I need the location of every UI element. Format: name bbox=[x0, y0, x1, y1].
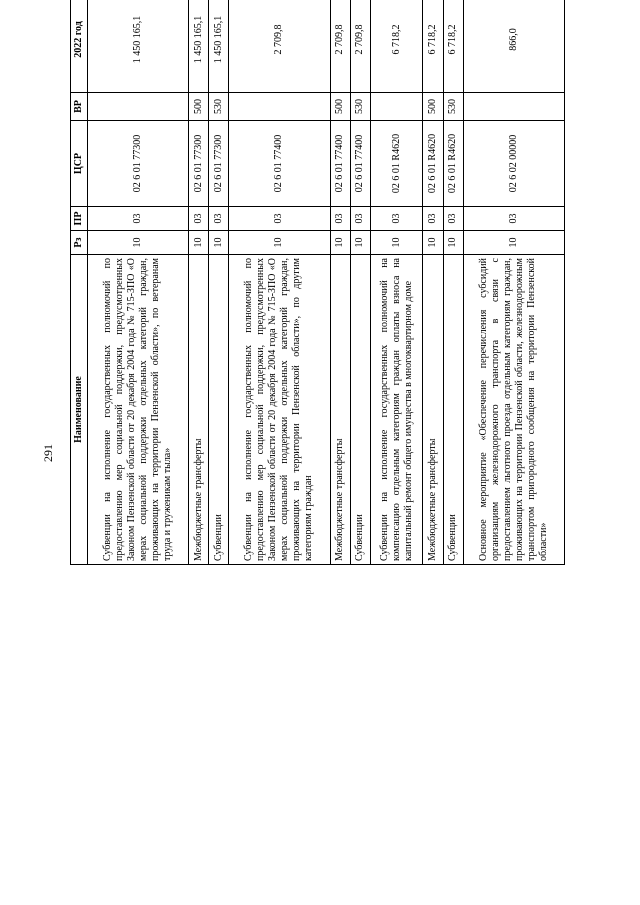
budget-table bbox=[70, 0, 565, 565]
row-csr: 02 6 01 77400 bbox=[229, 121, 330, 207]
table-row bbox=[189, 0, 209, 565]
row-vr: 500 bbox=[330, 93, 350, 121]
row-pr: 03 bbox=[463, 207, 564, 231]
row-name: Субвенции на исполнение государственных полномочий на компенсацию отдельным категориям граждан оплаты взноса на капитальный ремонт общего имущества в многоквартирном доме bbox=[370, 255, 423, 565]
row-rz: 10 bbox=[463, 231, 564, 255]
row-csr: 02 6 01 R4620 bbox=[423, 121, 443, 207]
row-pr: 03 bbox=[443, 207, 463, 231]
table-row bbox=[88, 0, 189, 565]
table-row bbox=[463, 0, 564, 565]
row-vr bbox=[370, 93, 423, 121]
row-name: Субвенции на исполнение государственных полномочий по предоставлению мер социальной поддержки, предусмотренных Законом Пензенской области от 20 декабря 2004 года № 715-ЗПО «О мерах социальной поддержки отдельных категорий граждан, проживающих на территории Пензенской области», по другим категориям граждан bbox=[229, 255, 330, 565]
row-vr: 500 bbox=[423, 93, 443, 121]
row-rz: 10 bbox=[423, 231, 443, 255]
header-2022: 2022 год bbox=[71, 0, 88, 93]
row-pr: 03 bbox=[350, 207, 370, 231]
row-pr: 03 bbox=[370, 207, 423, 231]
row-rz: 10 bbox=[189, 231, 209, 255]
row-csr: 02 6 02 00000 bbox=[463, 121, 564, 207]
header-pr: ПР bbox=[71, 207, 88, 231]
row-vr bbox=[229, 93, 330, 121]
rotated-table-container bbox=[70, 15, 565, 860]
row-vr: 530 bbox=[443, 93, 463, 121]
row-2022: 6 718,2 bbox=[423, 0, 443, 93]
row-2022: 1 450 165,1 bbox=[209, 0, 229, 93]
row-rz: 10 bbox=[88, 231, 189, 255]
row-csr: 02 6 01 77400 bbox=[350, 121, 370, 207]
table-row bbox=[229, 0, 330, 565]
row-name: Субвенции bbox=[443, 255, 463, 565]
row-vr bbox=[463, 93, 564, 121]
row-pr: 03 bbox=[423, 207, 443, 231]
header-rz: Рз bbox=[71, 231, 88, 255]
row-2022: 2 709,8 bbox=[229, 0, 330, 93]
table-row bbox=[330, 0, 350, 565]
row-2022: 866,0 bbox=[463, 0, 564, 93]
row-rz: 10 bbox=[370, 231, 423, 255]
header-vr: ВР bbox=[71, 93, 88, 121]
table-row bbox=[370, 0, 423, 565]
row-name: Межбюджетные трансферты bbox=[189, 255, 209, 565]
table-row bbox=[350, 0, 370, 565]
table-row bbox=[209, 0, 229, 565]
row-name: Межбюджетные трансферты bbox=[423, 255, 443, 565]
row-pr: 03 bbox=[88, 207, 189, 231]
row-csr: 02 6 01 R4620 bbox=[443, 121, 463, 207]
rotated-table-frame bbox=[70, 0, 565, 565]
row-name: Субвенции на исполнение государственных полномочий по предоставлению мер социальной поддержки, предусмотренных Законом Пензенской области от 20 декабря 2004 года № 715-ЗПО «О мерах социальной поддержки отдельных категорий граждан, проживающих на территории Пензенской области», по ветеранам труда и труженикам тыла» bbox=[88, 255, 189, 565]
row-pr: 03 bbox=[189, 207, 209, 231]
row-vr: 500 bbox=[189, 93, 209, 121]
page-number: 291 bbox=[41, 444, 55, 462]
table-header-row bbox=[71, 0, 88, 565]
row-2022: 1 450 165,1 bbox=[189, 0, 209, 93]
row-2022: 1 450 165,1 bbox=[88, 0, 189, 93]
row-pr: 03 bbox=[330, 207, 350, 231]
row-csr: 02 6 01 R4620 bbox=[370, 121, 423, 207]
header-csr: ЦСР bbox=[71, 121, 88, 207]
table-row bbox=[443, 0, 463, 565]
row-vr bbox=[88, 93, 189, 121]
row-name: Субвенции bbox=[350, 255, 370, 565]
row-2022: 6 718,2 bbox=[370, 0, 423, 93]
row-name: Субвенции bbox=[209, 255, 229, 565]
table-row bbox=[423, 0, 443, 565]
row-2022: 2 709,8 bbox=[350, 0, 370, 93]
row-name: Межбюджетные трансферты bbox=[330, 255, 350, 565]
row-csr: 02 6 01 77300 bbox=[209, 121, 229, 207]
row-pr: 03 bbox=[209, 207, 229, 231]
row-2022: 6 718,2 bbox=[443, 0, 463, 93]
row-csr: 02 6 01 77300 bbox=[88, 121, 189, 207]
row-2022: 2 709,8 bbox=[330, 0, 350, 93]
row-csr: 02 6 01 77400 bbox=[330, 121, 350, 207]
row-rz: 10 bbox=[229, 231, 330, 255]
row-rz: 10 bbox=[330, 231, 350, 255]
row-pr: 03 bbox=[229, 207, 330, 231]
row-vr: 530 bbox=[209, 93, 229, 121]
row-name: Основное мероприятие «Обеспечение перечисления субсидий организациям железнодорожного транспорта в связи с предоставлением льготного проезда отдельным категориям граждан, проживающих на территории Пензенской области, железнодорожным транспортом пригородного сообщения на территории Пензенской области» bbox=[463, 255, 564, 565]
header-name: Наименование bbox=[71, 255, 88, 565]
row-rz: 10 bbox=[443, 231, 463, 255]
row-rz: 10 bbox=[209, 231, 229, 255]
row-csr: 02 6 01 77300 bbox=[189, 121, 209, 207]
row-rz: 10 bbox=[350, 231, 370, 255]
row-vr: 530 bbox=[350, 93, 370, 121]
